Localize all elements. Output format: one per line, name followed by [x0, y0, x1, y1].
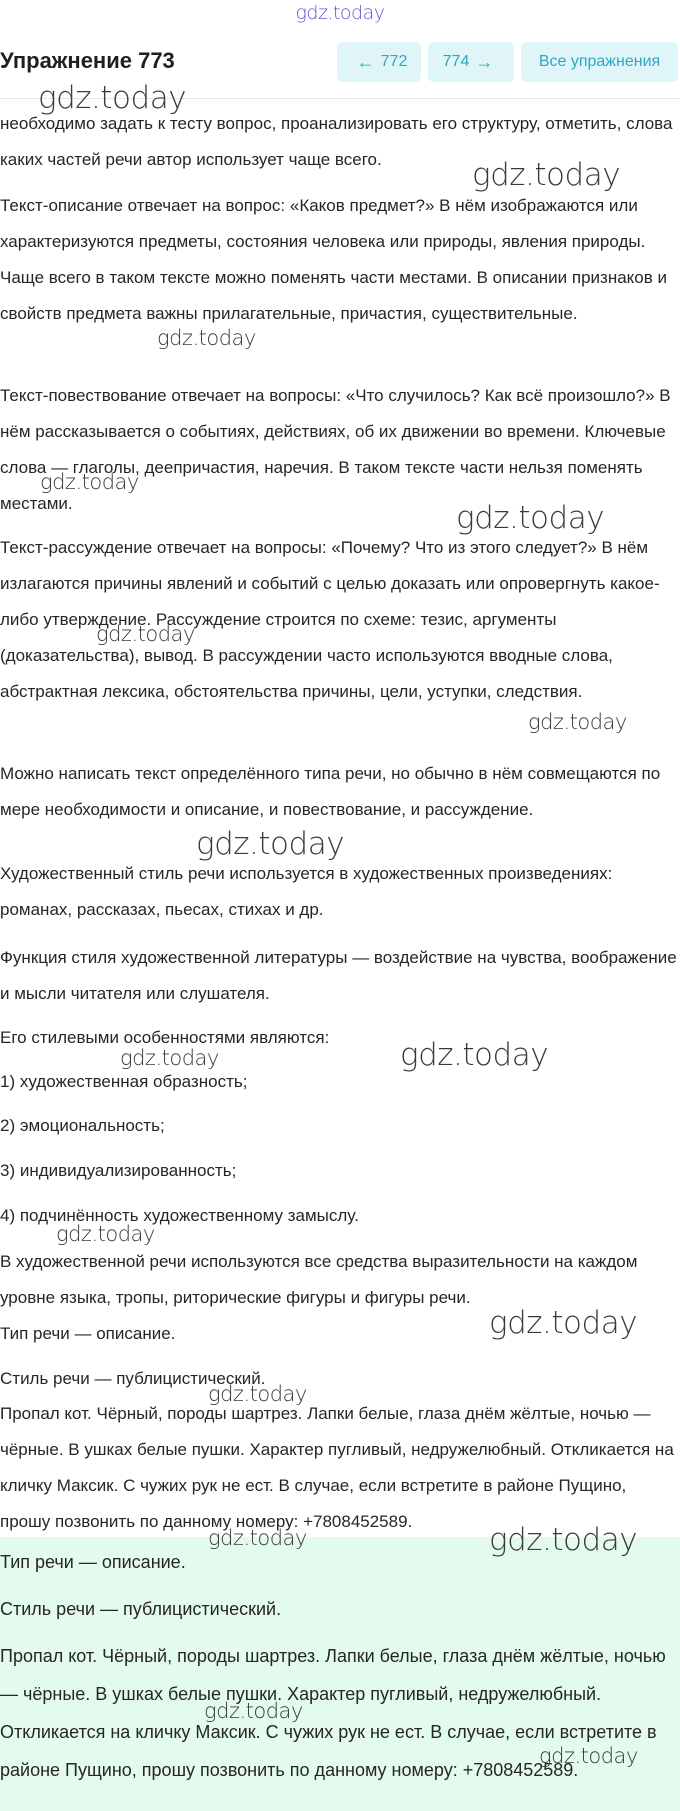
theory-paragraph: Художественный стиль речи используется в художественных произведениях: романах, рассказах, пьесах, стихах и др. — [0, 864, 613, 919]
arrow-right-icon: → — [475, 51, 494, 72]
watermark: gdz.today — [400, 1037, 549, 1073]
theory-paragraph: Функция стиля художественной литературы — воздействие на чувства, воображение и мысли читателя или слушателя. — [0, 948, 677, 1003]
watermark: gdz.today — [204, 1699, 303, 1723]
next-exercise-label: 774 — [442, 53, 470, 70]
watermark: gdz.today — [157, 326, 256, 350]
all-exercises-label: Все упражнения — [538, 53, 661, 70]
list-item: 2) эмоциональность; — [0, 1116, 165, 1135]
watermark: gdz.today — [40, 470, 139, 494]
watermark: gdz.today — [539, 1744, 638, 1768]
theory-paragraph: необходимо задать к тесту вопрос, проанализировать его структуру, отметить, слова каких частей речи автор использует чаще всего. — [0, 114, 673, 169]
answer-box — [0, 1537, 680, 1811]
answer-text-style: Стиль речи — публицистический. — [0, 1599, 282, 1619]
text-style: Стиль речи — публицистический. — [0, 1369, 266, 1388]
list-item: 1) художественная образность; — [0, 1072, 248, 1091]
answer-example-text: Пропал кот. Чёрный, породы шартрез. Лапки белые, глаза днём жёлтые, ночью — чёрные. В ушках белые пушки. Характер пугливый, недружелюбный. Откликается на кличку Максик. С чужих рук не ест. В случае, если встретите в районе Пущино, прошу позвонить по данному номеру: +7808452589. — [0, 1646, 666, 1780]
exercise-header — [0, 40, 680, 84]
page-title: Упражнение 773 — [0, 48, 175, 73]
watermark: gdz.today — [472, 157, 621, 193]
watermark: gdz.today — [489, 1522, 638, 1558]
prev-exercise-button[interactable] — [337, 42, 421, 82]
watermark: gdz.today — [208, 1526, 307, 1550]
watermark: gdz.today — [208, 1382, 307, 1406]
theory-paragraph: Текст-рассуждение отвечает на вопросы: «Почему? Что из этого следует?» В нём излагаются причины явлений и событий с целью доказать или опровергнуть какое-либо утверждение. Рассуждение строится по схеме: тезис, аргументы (доказательства), вывод. В рассуждении часто используются вводные слова, абстрактная лексика, обстоятельства причины, цели, уступки, следствия. — [0, 538, 660, 701]
theory-paragraph: Текст-повествование отвечает на вопросы: «Что случилось? Как всё произошло?» В нём рассказывается о событиях, действиях, об их движении во времени. Ключевые слова — глаголы, деепричастия, наречия. В таком тексте части нельзя поменять местами. — [0, 386, 671, 513]
theory-paragraph: Текст-описание отвечает на вопрос: «Каков предмет?» В нём изображаются или характеризуются предметы, состояния человека или природы, явления природы. Чаще всего в таком тексте можно поменять части местами. В описании признаков и свойств предмета важны прилагательные, причастия, существительные. — [0, 196, 668, 323]
next-exercise-button[interactable] — [428, 42, 514, 82]
example-text: Пропал кот. Чёрный, породы шартрез. Лапки белые, глаза днём жёлтые, ночью — чёрные. В ушках белые пушки. Характер пугливый, недружелюбный. Откликается на кличку Максик. С чужих рук не ест. В случае, если встретите в районе Пущино, прошу позвонить по данному номеру: +7808452589. — [0, 1404, 674, 1531]
list-item: 3) индивидуализированность; — [0, 1161, 237, 1180]
list-item: 4) подчинённость художественному замыслу. — [0, 1206, 359, 1225]
watermark: gdz.today — [489, 1305, 638, 1341]
prev-exercise-label: 772 — [380, 53, 408, 70]
watermark: gdz.today — [38, 80, 187, 116]
theory-paragraph: Можно написать текст определённого типа речи, но обычно в нём совмещаются по мере необходимости и описание, и повествование, и рассуждение. — [0, 764, 661, 819]
watermark: gdz.today — [56, 1222, 155, 1246]
arrow-left-icon: ← — [356, 51, 375, 72]
theory-paragraph: Его стилевыми особенностями являются: — [0, 1028, 330, 1047]
all-exercises-button[interactable] — [521, 42, 678, 82]
watermark: gdz.today — [196, 826, 345, 862]
answer-text-type: Тип речи — описание. — [0, 1552, 186, 1572]
watermark: gdz.today — [456, 500, 605, 536]
site-logo[interactable]: gdz.today — [295, 2, 385, 24]
watermark: gdz.today — [96, 622, 195, 646]
text-type: Тип речи — описание. — [0, 1324, 176, 1343]
header-divider — [0, 98, 680, 99]
theory-paragraph: В художественной речи используются все средства выразительности на каждом уровне языка, тропы, риторические фигуры и фигуры речи. — [0, 1252, 638, 1307]
watermark: gdz.today — [120, 1046, 219, 1070]
watermark: gdz.today — [528, 710, 627, 734]
